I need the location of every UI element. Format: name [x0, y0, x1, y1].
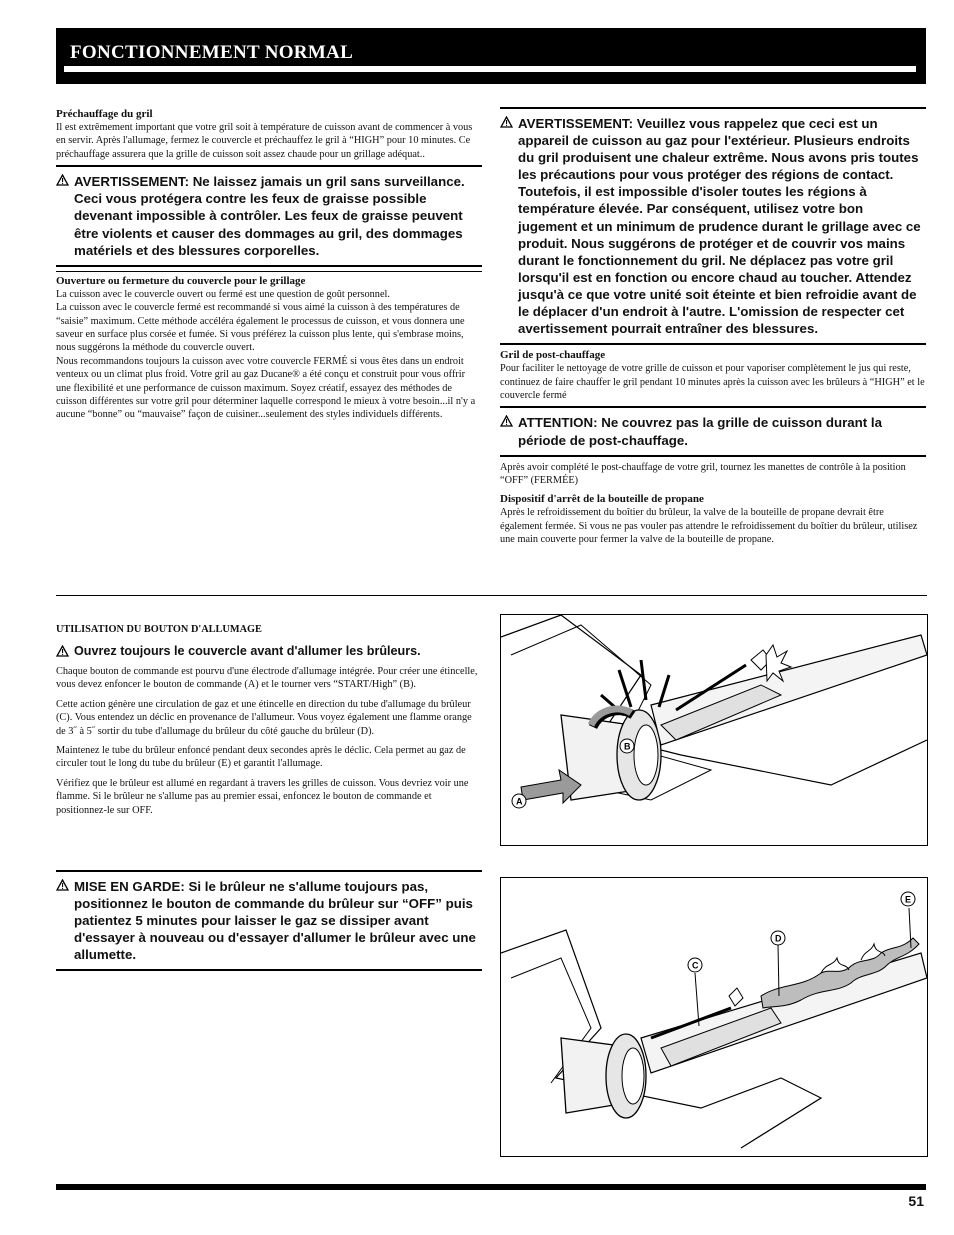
warning-triangle-icon [56, 644, 74, 658]
preheat-heading: Préchauffage du gril [56, 108, 153, 120]
ignition-paragraph-2: Cette action génère une circulation de gaz et une étincelle en direction du tube d'allumage du brûleur (C). Vous entendez un déclic en provenance de l'allumeur. Vous voyez également une flamme orange de 3˝ à 5˝ sortir du tube d'allumage du brûleur du côté gauche du brûleur (D). [56, 698, 472, 737]
lid-section [56, 271, 482, 422]
post-heat-heading: Gril de post-chauffage [500, 349, 606, 362]
after-postheat-text: Après avoir complété le post-chauffage de votre gril, tournez les manettes de contrôle à la position “OFF” (FERMÉE) [500, 461, 906, 487]
ignition-paragraph-4: Vérifiez que le brûleur est allumé en regardant à travers les grilles de cuisson. Vous devriez voir une flamme. Si le brûleur ne s'allume pas au premier essai, enfoncez le bouton de commande et positionnez-le sur OFF. [56, 777, 469, 816]
page-number: 51 [908, 1193, 924, 1209]
propane-shutoff-text: Après le refroidissement du boîtier du brûleur, la valve de la bouteille de propane devrait être également fermée. Si vous ne pas vouler pas attendre le refroidissement du boîtier du brûleur, utilisez une main couverte pour fermer la valve de la bouteille de propane. [500, 507, 918, 546]
propane-shutoff-heading: Dispositif d'arrêt de la bouteille de propane [500, 493, 704, 506]
ignition-warning [56, 644, 482, 658]
ignition-warning-text: Ouvrez toujours le couvercle avant d'allumer les brûleurs. [74, 644, 421, 658]
label-d: D [775, 933, 782, 944]
label-e: E [905, 894, 912, 905]
right-top-column [500, 107, 926, 547]
caution-text: MISE EN GARDE: Si le brûleur ne s'allume toujours pas, positionnez le bouton de commande du brûleur sur “OFF” puis patientez 5 minutes pour laisser le gaz se dissiper avant d'essayer à nouveau ou d'essayer d'allumer le brûleur avec une allumette. [74, 879, 476, 963]
warning-2-text: AVERTISSEMENT: Veuillez vous rappelez que ceci est un appareil de cuisson au gaz pour l'extérieur. Plusieurs endroits du gril produisent une chaleur extrême. Nous avons pris toutes les précautions pour vous protéger des régions de contact. Toutefois, il est impossible d'isoler toutes les régions à température élevée. Par conséquent, utilisez votre bon jugement et un minimum de prudence durant le grillage avec ce produit. Nous suggérons de protéger et de couvrir vos mains durant le fonctionnement du gril. Ne déplacez pas votre gril lorsqu'il est en fonction ou encore chaud au toucher. Attendez jusqu'à ce que votre unité soit éteinte et bien refroidie avant de le déplacer d'un endroit à l'autre. L'omission de respecter cet avertissement pourrait entraîner des blessures. [518, 116, 921, 337]
page-title: FONCTIONNEMENT NORMAL [70, 42, 354, 63]
lid-paragraph-1: La cuisson avec le couvercle ouvert ou fermé est une question de goût personnel. [56, 288, 390, 300]
warning-box-1 [56, 165, 482, 266]
ignition-column [56, 624, 482, 817]
post-heat-text: Pour faciliter le nettoyage de votre grille de cuisson et pour vaporiser complètement le jus qui reste, continuez de faire chauffer le gril pendant 10 minutes après la cuisson avec les brûleurs à “HIGH” et le couvercle fermé [500, 363, 925, 402]
attention-box [500, 406, 926, 456]
header-rule [64, 66, 916, 72]
warning-triangle-icon [500, 115, 518, 337]
attention-text: ATTENTION: Ne couvrez pas la grille de cuisson durant la période de post-chauffage. [518, 415, 883, 448]
page-header [56, 28, 926, 84]
ignition-paragraph-3: Maintenez le tube du brûleur enfoncé pendant deux secondes après le déclic. Cela permet au gaz de circuler tout le long du tube du brûleur (E) et garantit l'allumage. [56, 745, 466, 770]
caution-column [56, 870, 482, 971]
label-a: A [516, 796, 523, 807]
label-b: B [624, 741, 631, 752]
lid-paragraph-3: Nous recommandons toujours la cuisson avec votre couvercle FERMÉ si vous êtes dans un endroit venteux ou un climat plus froid. Votre gril au gaz Ducane® a été conçu et construit pour vous offrir une flexibilité et une performance de cuisson maximum. Soyez créatif, essayez des méthodes de cuisson différentes sur votre gril pour déterminer laquelle correspond le mieux à votre besoin...il n'y a aucune “bonne” ou “mauvaise” façon de cuisiner...seulement des styles individuels différents. [56, 355, 476, 421]
preheat-text: Il est extrêmement important que votre gril soit à température de cuisson avant de commencer à vous en servir. Après l'allumage, fermez le couvercle et préchauffez le gril à “HIGH” pour 10 minutes. Ce préchauffage assurera que la grille de cuisson soit assez chaude pour un grillage adéquat.. [56, 122, 473, 160]
warning-1-text: AVERTISSEMENT: Ne laissez jamais un gril sans surveillance. Ceci vous protégera contre les feux de graisse possible devenant impossible à contrôler. Les feux de graisse peuvent être violents et causer des dommages au gril, des dommages matériels et des blessures corporelles. [74, 174, 465, 258]
figure-burner-tube [500, 877, 928, 1157]
warning-triangle-icon [56, 173, 74, 258]
lid-heading: Ouverture ou fermeture du couvercle pour le grillage [56, 274, 306, 287]
section-divider [56, 595, 927, 596]
footer-rule [56, 1184, 926, 1190]
post-heat-section [500, 345, 926, 402]
ignition-paragraph-1: Chaque bouton de commande est pourvu d'une électrode d'allumage intégrée. Pour créer une étincelle, vous devez enfoncer le bouton de commande (A) et le tourner vers “START/High” (B). [56, 666, 478, 691]
lid-paragraph-2: La cuisson avec le couvercle fermé est recommandé si vous aimé la cuisson à des températures de “saisie” maximum. Cette méthode accéléra également le processus de cuisson, et vous donnera une saveur en surface plus corsée et fumée. Si vous préférez la cuisson plus lente, qui s'embrase moins, nous suggérons la méthode du couvercle ouvert. [56, 302, 465, 354]
warning-box-2 [500, 107, 926, 345]
left-top-column [56, 108, 482, 422]
ignition-heading: UTILISATION DU BOUTON D'ALLUMAGE [56, 624, 262, 635]
warning-triangle-icon [500, 414, 518, 448]
caution-box [56, 870, 482, 971]
warning-triangle-icon [56, 878, 74, 963]
label-c: C [692, 960, 699, 971]
figure-ignition-knob [500, 614, 928, 846]
